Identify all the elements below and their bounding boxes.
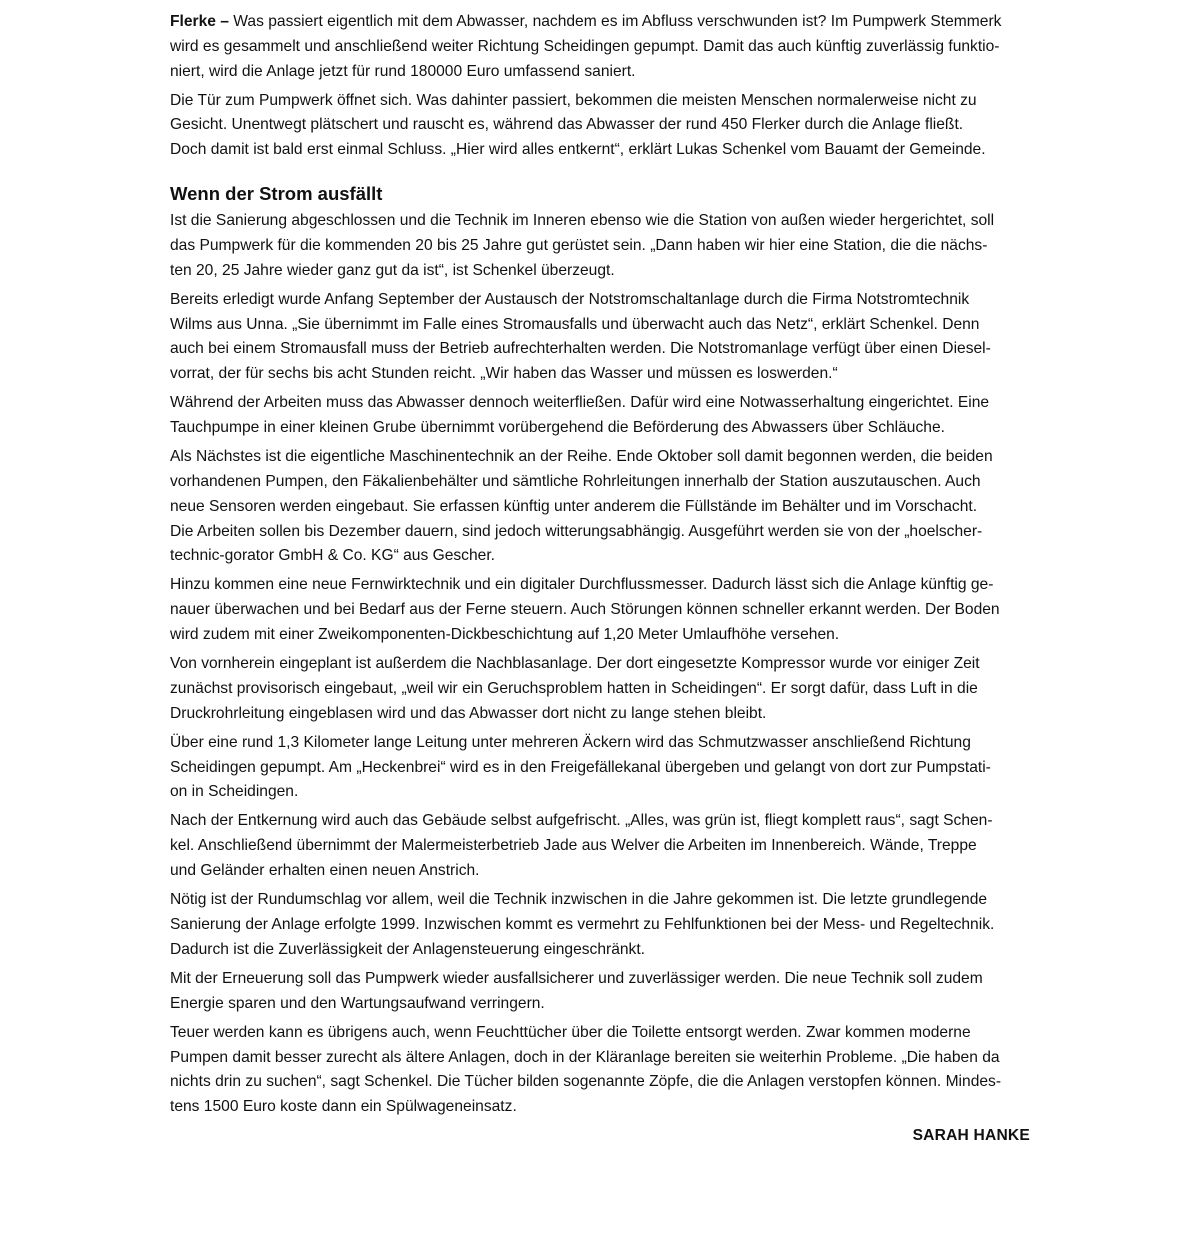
body-paragraph: Mit der Erneuerung soll das Pumpwerk wieder ausfallsicherer und zuverlässiger werden. Die neue Technik soll zudem Energie sparen und den Wartungsaufwand verringern. bbox=[170, 969, 983, 1012]
subheading: Wenn der Strom ausfällt bbox=[170, 183, 383, 205]
lead-paragraph bbox=[170, 10, 1030, 84]
body-paragraph: Teuer werden kann es übrigens auch, wenn Feuchttücher über die Toilette entsorgt werden. Zwar kommen moderne Pumpen damit besser zurecht als ältere Anlagen, doch in der Kläranlage bereiten sie weiterhin Probleme. „Die haben da nichts drin zu suchen“, sagt Schenkel. Die Tücher bilden sogenannte Zöpfe, die die Anlagen verstopfen können. Mindes- tens 1500 Euro koste dann ein Spülwageneinsatz. bbox=[170, 1023, 1002, 1116]
lead-text: Was passiert eigentlich mit dem Abwasser, nachdem es im Abfluss verschwunden ist? Im Pumpwerk Stemmerk wird es gesammelt und anschließend weiter Richtung Scheidingen gepumpt. Damit das auch künftig zuverlässig funktio- niert, wird die Anlage jetzt für rund 180000 Euro umfassend saniert. bbox=[170, 13, 1002, 80]
dateline: Flerke – bbox=[170, 13, 229, 30]
body-paragraph: Hinzu kommen eine neue Fernwirktechnik und ein digitaler Durchflussmesser. Dadurch lässt sich die Anlage künftig ge- nauer überwachen und bei Bedarf aus der Ferne steuern. Auch Störungen können schneller erkannt werden. Der Boden wird zudem mit einer Zweikomponenten-Dickbeschichtung auf 1,20 Meter Umlaufhöhe versehen. bbox=[170, 576, 1000, 644]
body-paragraph: Von vornherein eingeplant ist außerdem die Nachblasanlage. Der dort eingesetzte Kompressor wurde vor einiger Zeit zunächst provisorisch eingebaut, „weil wir ein Geruchsproblem hatten in Scheidingen“. Er sorgt dafür, dass Luft in die Druckrohrleitung eingeblasen wird und das Abwasser dort nicht zu lange stehen bleibt. bbox=[170, 655, 980, 722]
body-paragraph: Als Nächstes ist die eigentliche Maschinentechnik an der Reihe. Ende Oktober soll damit begonnen werden, die beiden vorhandenen Pumpen, den Fäkalienbehälter und sämtliche Rohrleitungen innerhalb der Station auszutauschen. Auch neue Sensoren werden eingebaut. Sie erfassen künftig unter anderem die Füllstände im Behälter und im Vorschacht. Die Arbeiten sollen bis Dezember dauern, sind jedoch witterungsabhängig. Ausgeführt werden sie von der „hoelscher- technic-gorator GmbH & Co. KG“ aus Gescher. bbox=[170, 448, 993, 565]
intro-paragraph: Die Tür zum Pumpwerk öffnet sich. Was dahinter passiert, bekommen die meisten Menschen normalerweise nicht zu Gesicht. Unentwegt plätschert und rauscht es, während das Abwasser der rund 450 Flerker durch die Anlage fließt. Doch damit ist bald erst einmal Schluss. „Hier wird alles entkernt“, erklärt Lukas Schenkel vom Bauamt der Gemeinde. bbox=[170, 91, 986, 159]
body-paragraph: Während der Arbeiten muss das Abwasser dennoch weiterfließen. Dafür wird eine Notwasserhaltung eingerichtet. Eine Tauchpumpe in einer kleinen Grube übernimmt vorübergehend die Beförderung des Abwassers über Schläuche. bbox=[170, 394, 990, 437]
body-paragraph: Nach der Entkernung wird auch das Gebäude selbst aufgefrischt. „Alles, was grün ist, fliegt komplett raus“, sagt Schen- kel. Anschließend übernimmt der Malermeisterbetrieb Jade aus Welver die Arbeiten im Innenbereich. Wände, Treppe und Geländer erhalten einen neuen Anstrich. bbox=[170, 812, 993, 880]
article bbox=[170, 10, 1030, 1148]
body-paragraph: Ist die Sanierung abgeschlossen und die Technik im Inneren ebenso wie die Station von außen wieder hergerichtet, soll das Pumpwerk für die kommenden 20 bis 25 Jahre gut gerüstet sein. „Dann haben wir hier eine Station, die die nächs- ten 20, 25 Jahre wieder ganz gut da ist“, ist Schenkel überzeugt. bbox=[170, 212, 995, 279]
body-paragraph: Über eine rund 1,3 Kilometer lange Leitung unter mehreren Äckern wird das Schmutzwasser anschließend Richtung Scheidingen gepumpt. Am „Heckenbrei“ wird es in den Freigefällekanal übergeben und gelangt von dort zur Pumpstati- on in Scheidingen. bbox=[170, 733, 991, 801]
body-paragraph: Bereits erledigt wurde Anfang September der Austausch der Notstromschaltanlage durch die Firma Notstromtechnik Wilms aus Unna. „Sie übernimmt im Falle eines Stromausfalls und überwacht auch das Netz“, erklärt Schenkel. Denn auch bei einem Stromausfall muss der Betrieb aufrechterhalten werden. Die Notstromanlage verfügt über einen Diesel- vorrat, der für sechs bis acht Stunden reicht. „Wir haben das Wasser und müssen es loswerden.“ bbox=[170, 290, 991, 383]
author-byline: SARAH HANKE bbox=[912, 1127, 1030, 1145]
body-paragraph: Nötig ist der Rundumschlag vor allem, weil die Technik inzwischen in die Jahre gekommen ist. Die letzte grundlegende Sanierung der Anlage erfolgte 1999. Inzwischen kommt es vermehrt zu Fehlfunktionen bei der Mess- und Regeltechnik. Dadurch ist die Zuverlässigkeit der Anlagensteuerung eingeschränkt. bbox=[170, 891, 995, 958]
